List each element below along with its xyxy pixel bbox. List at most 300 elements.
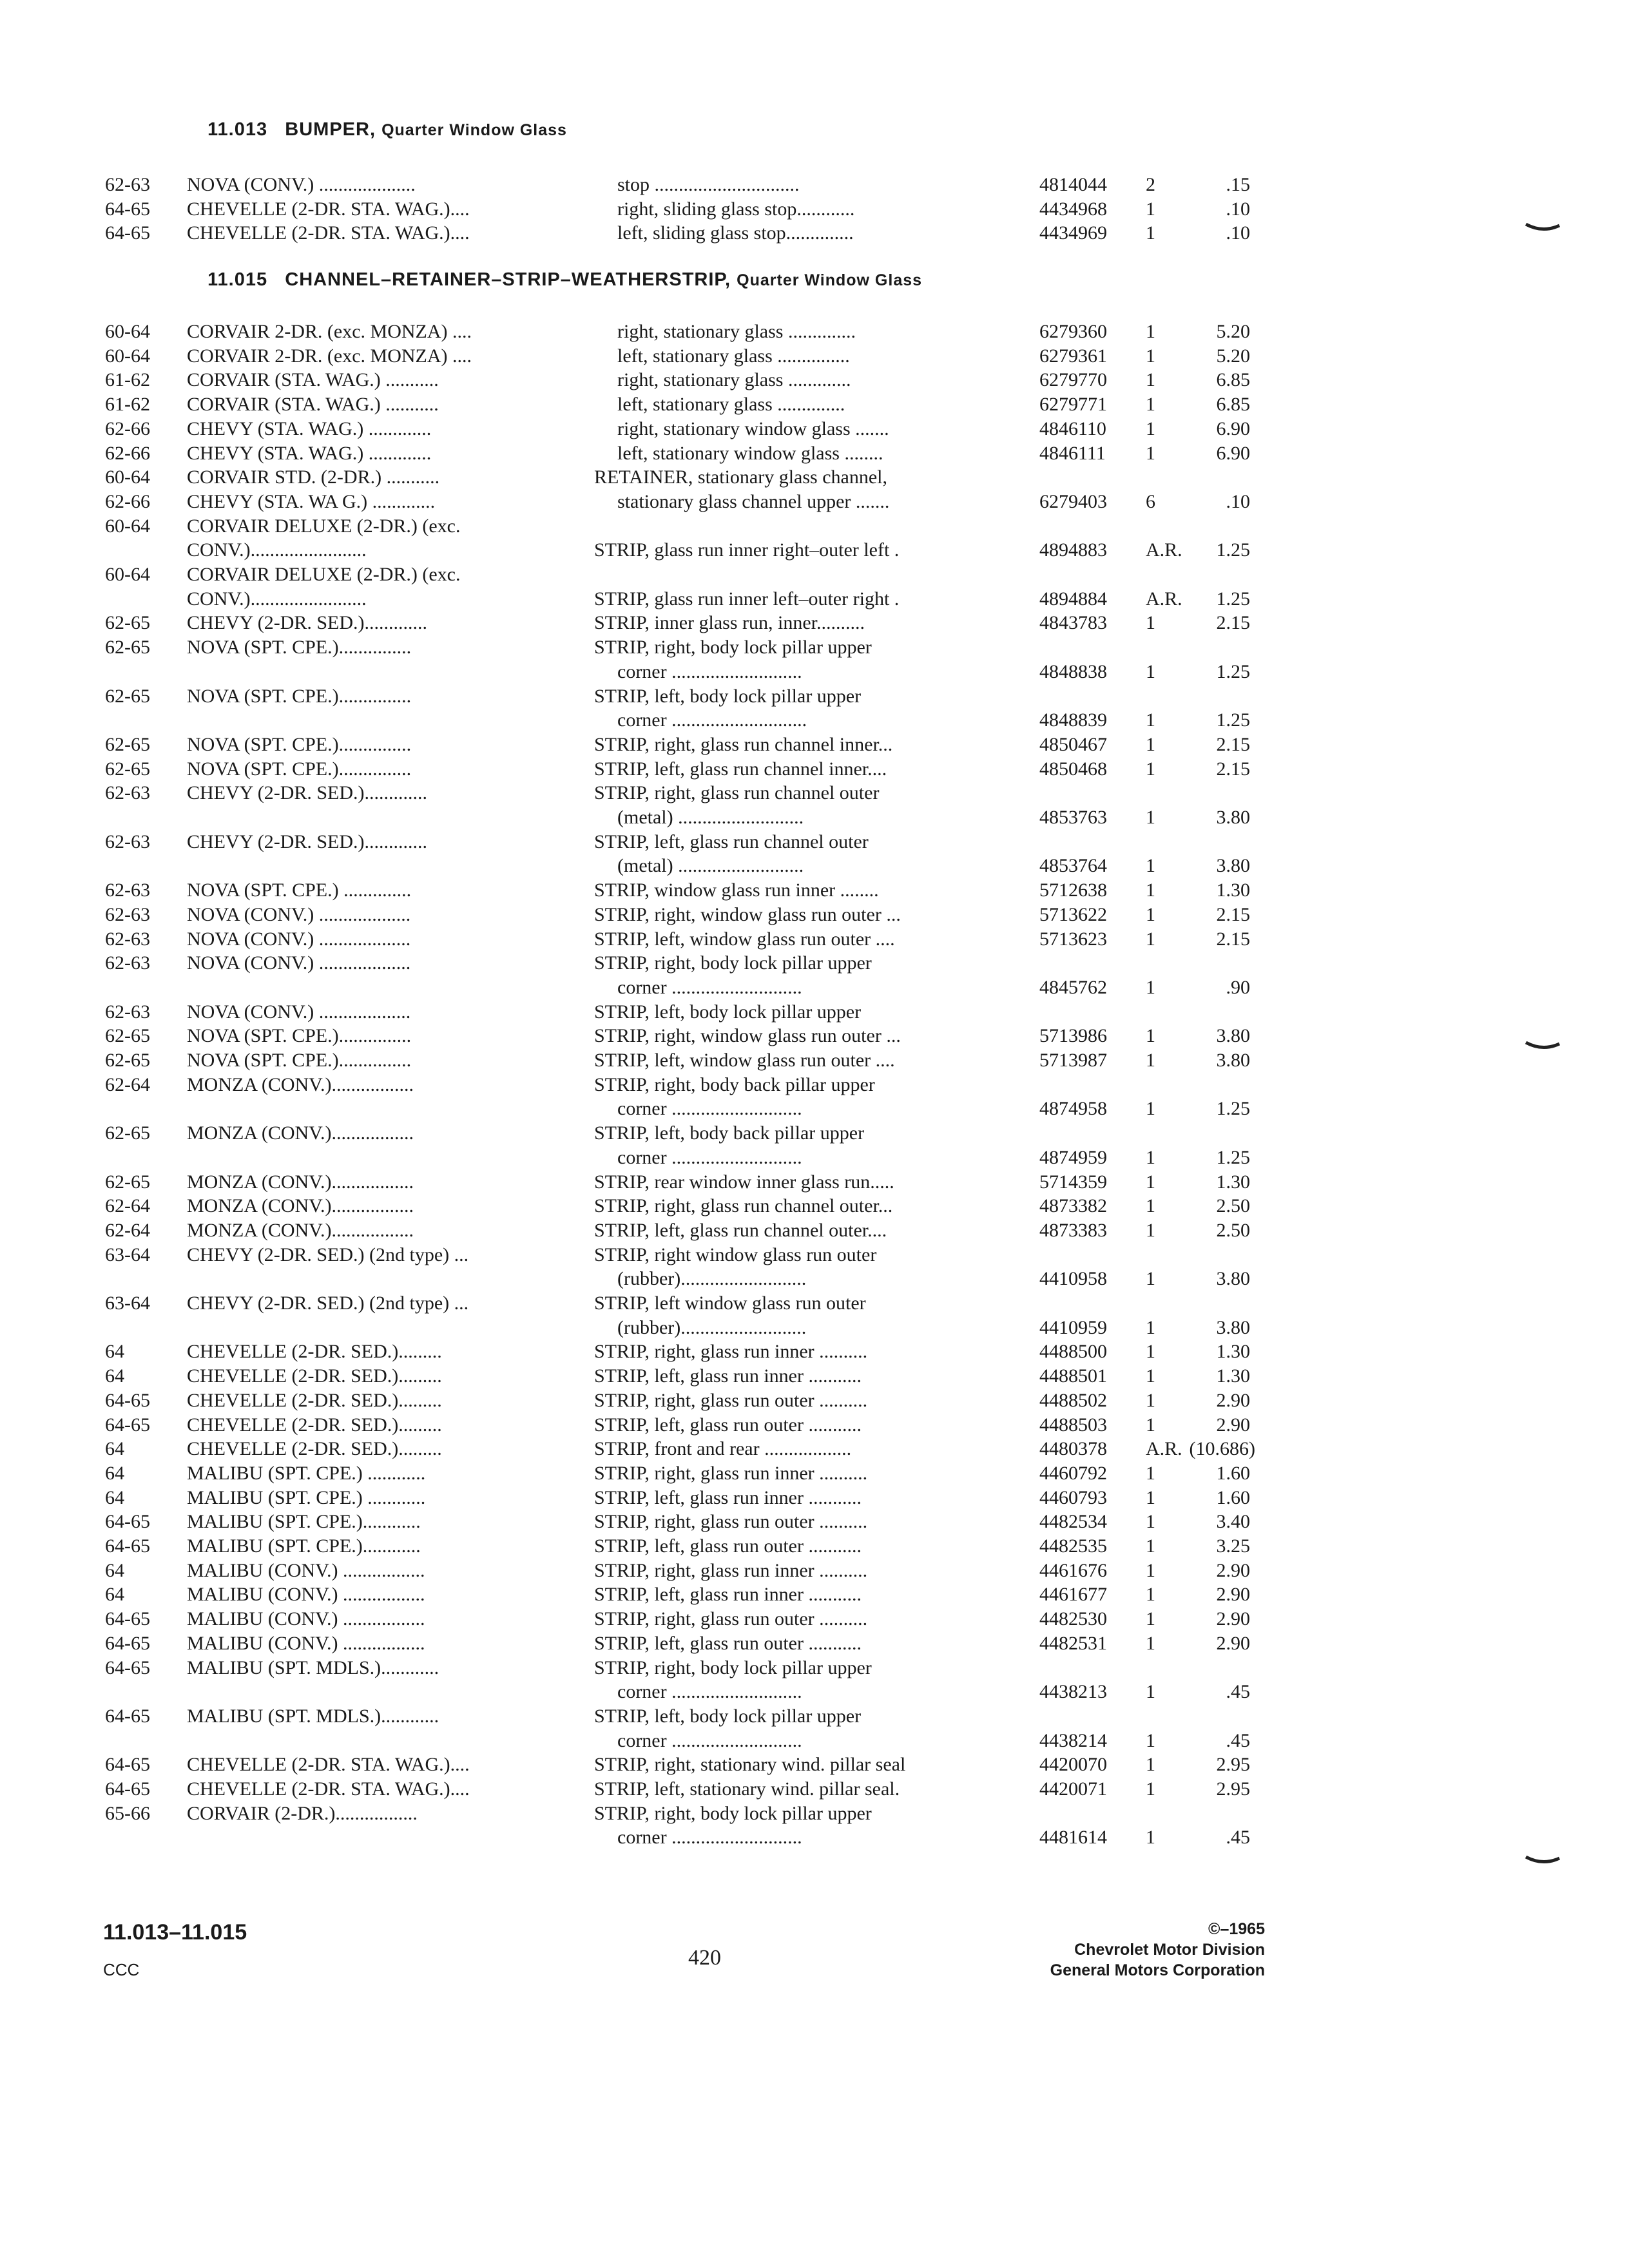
description-cell: STRIP, right, body lock pillar upper xyxy=(594,1657,872,1678)
section-heading-11-013 xyxy=(207,119,567,140)
table-row xyxy=(0,392,1629,417)
part-number-cell: 4461676 xyxy=(1039,1560,1107,1581)
description-cell: STRIP, right, glass run channel inner... xyxy=(594,734,893,755)
model-cell: MONZA (CONV.)................. xyxy=(187,1195,414,1216)
years-cell: 64 xyxy=(105,1487,124,1508)
quantity-cell: 1 xyxy=(1146,345,1155,367)
years-cell: 64 xyxy=(105,1560,124,1581)
model-cell: CHEVELLE (2-DR. STA. WAG.).... xyxy=(187,1778,470,1800)
part-number-cell: 4894884 xyxy=(1039,588,1107,610)
part-number-cell: 4420070 xyxy=(1039,1754,1107,1775)
price-cell: 1.30 xyxy=(1216,1341,1250,1362)
description-cell: corner ........................... xyxy=(617,1730,802,1751)
description-cell: stop .............................. xyxy=(617,174,800,195)
years-cell: 64-65 xyxy=(105,1535,150,1557)
quantity-cell: A.R. xyxy=(1146,588,1182,610)
price-cell: 2.90 xyxy=(1216,1584,1250,1605)
price-cell: 6.90 xyxy=(1216,418,1250,439)
price-cell: (10.686) xyxy=(1189,1438,1255,1459)
section-title: BUMPER, xyxy=(285,119,376,140)
part-number-cell: 5713622 xyxy=(1039,904,1107,925)
table-row xyxy=(0,197,1629,222)
table-row xyxy=(0,1510,1629,1534)
quantity-cell: 1 xyxy=(1146,222,1155,244)
table-row xyxy=(0,927,1629,952)
model-cell: CHEVY (2-DR. SED.)............. xyxy=(187,612,428,633)
part-number-cell: 5714359 xyxy=(1039,1171,1107,1193)
section-subtitle: Quarter Window Glass xyxy=(381,121,567,139)
years-cell: 62-65 xyxy=(105,1122,150,1144)
years-cell: 62-63 xyxy=(105,952,150,974)
price-cell: 1.25 xyxy=(1216,588,1250,610)
table-row xyxy=(0,465,1629,490)
table-row xyxy=(0,1753,1629,1777)
years-cell: 62-65 xyxy=(105,686,150,707)
quantity-cell: 1 xyxy=(1146,369,1155,390)
quantity-cell: 1 xyxy=(1146,1414,1155,1436)
price-cell: 2.90 xyxy=(1216,1608,1250,1629)
model-cell: MALIBU (SPT. CPE.) ............ xyxy=(187,1487,426,1508)
part-number-cell: 4874958 xyxy=(1039,1098,1107,1119)
model-cell: NOVA (CONV.) ................... xyxy=(187,928,411,950)
table-row xyxy=(0,1413,1629,1437)
table-row xyxy=(0,1316,1629,1340)
model-cell: CHEVY (2-DR. SED.)............. xyxy=(187,782,428,803)
quantity-cell: 1 xyxy=(1146,1730,1155,1751)
part-number-cell: 4846111 xyxy=(1039,443,1106,464)
table-row xyxy=(0,951,1629,975)
description-cell: STRIP, right, glass run channel outer... xyxy=(594,1195,893,1216)
years-cell: 62-64 xyxy=(105,1220,150,1241)
quantity-cell: 1 xyxy=(1146,879,1155,901)
model-cell: CONV.)........................ xyxy=(187,539,367,561)
table-row xyxy=(0,1777,1629,1802)
description-cell: left, stationary window glass ........ xyxy=(617,443,883,464)
quantity-cell: 1 xyxy=(1146,1560,1155,1581)
quantity-cell: 2 xyxy=(1146,174,1155,195)
years-cell: 62-66 xyxy=(105,443,150,464)
table-row xyxy=(0,1802,1629,1826)
table-row xyxy=(0,1024,1629,1048)
quantity-cell: 1 xyxy=(1146,1827,1155,1848)
quantity-cell: 1 xyxy=(1146,443,1155,464)
table-row xyxy=(0,1680,1629,1704)
description-cell: STRIP, window glass run inner ........ xyxy=(594,879,879,901)
quantity-cell: 1 xyxy=(1146,418,1155,439)
table-row xyxy=(0,1461,1629,1486)
quantity-cell: 1 xyxy=(1146,1584,1155,1605)
quantity-cell: A.R. xyxy=(1146,539,1182,561)
quantity-cell: 1 xyxy=(1146,1147,1155,1168)
price-cell: 3.25 xyxy=(1216,1535,1250,1557)
quantity-cell: 1 xyxy=(1146,1754,1155,1775)
model-cell: NOVA (SPT. CPE.)............... xyxy=(187,637,412,658)
table-row xyxy=(0,1073,1629,1097)
price-cell: 2.90 xyxy=(1216,1390,1250,1411)
price-cell: 2.15 xyxy=(1216,928,1250,950)
table-row xyxy=(0,221,1629,245)
quantity-cell: A.R. xyxy=(1146,1438,1182,1459)
part-number-cell: 4873382 xyxy=(1039,1195,1107,1216)
part-number-cell: 4461677 xyxy=(1039,1584,1107,1605)
footer-corporation: General Motors Corporation xyxy=(1050,1961,1265,1979)
model-cell: CORVAIR (2-DR.)................. xyxy=(187,1803,418,1824)
years-cell: 63-64 xyxy=(105,1244,150,1265)
description-cell: STRIP, left, body lock pillar upper xyxy=(594,1706,862,1727)
description-cell: stationary glass channel upper ....... xyxy=(617,491,890,512)
table-row xyxy=(0,441,1629,466)
price-cell: 1.30 xyxy=(1216,1171,1250,1193)
price-cell: .10 xyxy=(1226,491,1250,512)
table-row xyxy=(0,490,1629,514)
table-row xyxy=(0,1218,1629,1243)
years-cell: 64-65 xyxy=(105,1390,150,1411)
description-cell: STRIP, right, body lock pillar upper xyxy=(594,637,872,658)
quantity-cell: 1 xyxy=(1146,1487,1155,1508)
part-number-cell: 4438213 xyxy=(1039,1681,1107,1702)
table-row xyxy=(0,417,1629,441)
part-number-cell: 4480378 xyxy=(1039,1438,1107,1459)
quantity-cell: 1 xyxy=(1146,394,1155,415)
part-number-cell: 4894883 xyxy=(1039,539,1107,561)
years-cell: 62-64 xyxy=(105,1074,150,1095)
part-number-cell: 4874959 xyxy=(1039,1147,1107,1168)
table-row xyxy=(0,1121,1629,1146)
model-cell: CHEVY (2-DR. SED.) (2nd type) ... xyxy=(187,1244,469,1265)
years-cell: 64-65 xyxy=(105,1608,150,1629)
years-cell: 64-65 xyxy=(105,1778,150,1800)
description-cell: (metal) .......................... xyxy=(617,855,804,876)
years-cell: 64-65 xyxy=(105,1754,150,1775)
footer-section-range: 11.013–11.015 xyxy=(103,1920,247,1945)
table-row xyxy=(0,1656,1629,1680)
years-cell: 62-63 xyxy=(105,831,150,852)
table-row xyxy=(0,1559,1629,1583)
model-cell: CHEVY (2-DR. SED.) (2nd type) ... xyxy=(187,1293,469,1314)
model-cell: MALIBU (CONV.) ................. xyxy=(187,1633,425,1654)
price-cell: .10 xyxy=(1226,222,1250,244)
years-cell: 62-65 xyxy=(105,734,150,755)
part-number-cell: 4845762 xyxy=(1039,977,1107,998)
description-cell: STRIP, left, glass run inner ........... xyxy=(594,1584,862,1605)
model-cell: NOVA (CONV.) ................... xyxy=(187,952,411,974)
part-number-cell: 4853764 xyxy=(1039,855,1107,876)
price-cell: .90 xyxy=(1226,977,1250,998)
quantity-cell: 1 xyxy=(1146,928,1155,950)
years-cell: 64-65 xyxy=(105,198,150,220)
price-cell: 1.25 xyxy=(1216,709,1250,731)
part-number-cell: 6279360 xyxy=(1039,321,1107,342)
table-row xyxy=(0,1170,1629,1195)
price-cell: 2.15 xyxy=(1216,904,1250,925)
description-cell: STRIP, right, glass run channel outer xyxy=(594,782,880,803)
table-row xyxy=(0,1000,1629,1024)
model-cell: NOVA (CONV.) ................... xyxy=(187,1001,411,1023)
price-cell: .10 xyxy=(1226,198,1250,220)
part-number-cell: 4460792 xyxy=(1039,1463,1107,1484)
table-row xyxy=(0,757,1629,782)
price-cell: 1.25 xyxy=(1216,539,1250,561)
part-number-cell: 4846110 xyxy=(1039,418,1106,439)
years-cell: 64 xyxy=(105,1463,124,1484)
part-number-cell: 4434968 xyxy=(1039,198,1107,220)
table-row xyxy=(0,805,1629,830)
description-cell: right, sliding glass stop............ xyxy=(617,198,855,220)
model-cell: CHEVELLE (2-DR. STA. WAG.).... xyxy=(187,1754,470,1775)
quantity-cell: 1 xyxy=(1146,1195,1155,1216)
table-row xyxy=(0,562,1629,587)
description-cell: STRIP, left, body lock pillar upper xyxy=(594,686,862,707)
table-row xyxy=(0,733,1629,757)
description-cell: STRIP, front and rear .................. xyxy=(594,1438,852,1459)
section-number: 11.013 xyxy=(207,119,268,140)
price-cell: 3.80 xyxy=(1216,1025,1250,1046)
description-cell: (metal) .......................... xyxy=(617,807,804,828)
table-row xyxy=(0,1631,1629,1656)
description-cell: STRIP, left, glass run channel outer xyxy=(594,831,869,852)
model-cell: CONV.)........................ xyxy=(187,588,367,610)
description-cell: STRIP, right, glass run inner .......... xyxy=(594,1341,868,1362)
years-cell: 62-65 xyxy=(105,758,150,780)
description-cell: STRIP, left, glass run outer ........... xyxy=(594,1535,862,1557)
part-number-cell: 4410959 xyxy=(1039,1317,1107,1338)
description-cell: STRIP, right, body lock pillar upper xyxy=(594,952,872,974)
model-cell: MALIBU (SPT. CPE.)............ xyxy=(187,1511,421,1532)
years-cell: 62-63 xyxy=(105,879,150,901)
years-cell: 64-65 xyxy=(105,1511,150,1532)
table-row xyxy=(0,1194,1629,1218)
description-cell: left, sliding glass stop.............. xyxy=(617,222,854,244)
model-cell: NOVA (CONV.) .................... xyxy=(187,174,416,195)
table-row xyxy=(0,1729,1629,1753)
price-cell: 2.95 xyxy=(1216,1778,1250,1800)
description-cell: corner ........................... xyxy=(617,1147,802,1168)
price-cell: 3.80 xyxy=(1216,807,1250,828)
years-cell: 64-65 xyxy=(105,1414,150,1436)
model-cell: MONZA (CONV.)................. xyxy=(187,1220,414,1241)
table-row xyxy=(0,1486,1629,1510)
description-cell: RETAINER, stationary glass channel, xyxy=(594,466,887,488)
model-cell: NOVA (SPT. CPE.)............... xyxy=(187,734,412,755)
model-cell: CHEVELLE (2-DR. SED.)......... xyxy=(187,1390,442,1411)
price-cell: .45 xyxy=(1226,1681,1250,1702)
price-cell: 2.90 xyxy=(1216,1560,1250,1581)
table-row xyxy=(0,1291,1629,1316)
table-row xyxy=(0,684,1629,709)
table-row xyxy=(0,1582,1629,1607)
description-cell: STRIP, glass run inner right–outer left . xyxy=(594,539,900,561)
model-cell: CHEVY (STA. WA G.) ............. xyxy=(187,491,436,512)
price-cell: 2.90 xyxy=(1216,1633,1250,1654)
part-number-cell: 4420071 xyxy=(1039,1778,1107,1800)
quantity-cell: 1 xyxy=(1146,1171,1155,1193)
binder-mark-icon xyxy=(1525,1041,1561,1052)
model-cell: MALIBU (SPT. CPE.) ............ xyxy=(187,1463,426,1484)
years-cell: 62-65 xyxy=(105,1171,150,1193)
years-cell: 60-64 xyxy=(105,466,150,488)
description-cell: left, stationary glass ............... xyxy=(617,345,850,367)
quantity-cell: 1 xyxy=(1146,734,1155,755)
binder-mark-icon xyxy=(1525,1856,1561,1866)
price-cell: 2.15 xyxy=(1216,758,1250,780)
part-number-cell: 4438214 xyxy=(1039,1730,1107,1751)
description-cell: STRIP, glass run inner left–outer right . xyxy=(594,588,900,610)
quantity-cell: 1 xyxy=(1146,1220,1155,1241)
description-cell: STRIP, right, glass run inner .......... xyxy=(594,1560,868,1581)
description-cell: STRIP, left, glass run channel inner.... xyxy=(594,758,887,780)
price-cell: 6.85 xyxy=(1216,394,1250,415)
description-cell: STRIP, left, window glass run outer .... xyxy=(594,1050,895,1071)
table-row xyxy=(0,660,1629,684)
years-cell: 64 xyxy=(105,1341,124,1362)
years-cell: 64 xyxy=(105,1438,124,1459)
model-cell: MONZA (CONV.)................. xyxy=(187,1171,414,1193)
price-cell: 3.80 xyxy=(1216,1268,1250,1289)
price-cell: 3.80 xyxy=(1216,855,1250,876)
price-cell: .15 xyxy=(1226,174,1250,195)
quantity-cell: 1 xyxy=(1146,1778,1155,1800)
quantity-cell: 1 xyxy=(1146,855,1155,876)
part-number-cell: 4488502 xyxy=(1039,1390,1107,1411)
description-cell: STRIP, left, glass run inner ........... xyxy=(594,1365,862,1387)
part-number-cell: 5712638 xyxy=(1039,879,1107,901)
years-cell: 61-62 xyxy=(105,369,150,390)
section-heading-11-015 xyxy=(207,269,922,291)
quantity-cell: 1 xyxy=(1146,1681,1155,1702)
model-cell: CORVAIR 2-DR. (exc. MONZA) .... xyxy=(187,345,472,367)
quantity-cell: 1 xyxy=(1146,709,1155,731)
years-cell: 62-63 xyxy=(105,782,150,803)
years-cell: 63-64 xyxy=(105,1293,150,1314)
description-cell: corner ........................... xyxy=(617,977,802,998)
price-cell: 2.15 xyxy=(1216,734,1250,755)
quantity-cell: 1 xyxy=(1146,198,1155,220)
description-cell: corner ........................... xyxy=(617,1827,802,1848)
price-cell: 3.40 xyxy=(1216,1511,1250,1532)
description-cell: STRIP, left, glass run inner ........... xyxy=(594,1487,862,1508)
years-cell: 60-64 xyxy=(105,345,150,367)
model-cell: CORVAIR STD. (2-DR.) ........... xyxy=(187,466,440,488)
description-cell: STRIP, right, glass run outer .......... xyxy=(594,1390,868,1411)
quantity-cell: 1 xyxy=(1146,1535,1155,1557)
table-row xyxy=(0,635,1629,660)
table-row xyxy=(0,781,1629,805)
price-cell: 5.20 xyxy=(1216,345,1250,367)
table-row xyxy=(0,320,1629,344)
model-cell: CHEVY (2-DR. SED.)............. xyxy=(187,831,428,852)
model-cell: MALIBU (SPT. MDLS.)............ xyxy=(187,1706,439,1727)
part-number-cell: 6279771 xyxy=(1039,394,1107,415)
description-cell: STRIP, left, body back pillar upper xyxy=(594,1122,865,1144)
part-number-cell: 5713987 xyxy=(1039,1050,1107,1071)
description-cell: right, stationary glass .............. xyxy=(617,321,856,342)
quantity-cell: 1 xyxy=(1146,1317,1155,1338)
part-number-cell: 5713986 xyxy=(1039,1025,1107,1046)
model-cell: MALIBU (SPT. MDLS.)............ xyxy=(187,1657,439,1678)
price-cell: 6.85 xyxy=(1216,369,1250,390)
price-cell: 1.60 xyxy=(1216,1463,1250,1484)
table-row xyxy=(0,830,1629,854)
quantity-cell: 1 xyxy=(1146,612,1155,633)
model-cell: CHEVELLE (2-DR. STA. WAG.).... xyxy=(187,198,470,220)
years-cell: 62-65 xyxy=(105,1025,150,1046)
years-cell: 62-65 xyxy=(105,612,150,633)
quantity-cell: 1 xyxy=(1146,977,1155,998)
years-cell: 64-65 xyxy=(105,1706,150,1727)
part-number-cell: 4481614 xyxy=(1039,1827,1107,1848)
footer-copyright: ©–1965 xyxy=(1208,1920,1265,1938)
years-cell: 62-66 xyxy=(105,418,150,439)
quantity-cell: 1 xyxy=(1146,1365,1155,1387)
quantity-cell: 1 xyxy=(1146,807,1155,828)
description-cell: STRIP, left, stationary wind. pillar seal. xyxy=(594,1778,900,1800)
part-number-cell: 6279403 xyxy=(1039,491,1107,512)
model-cell: NOVA (SPT. CPE.)............... xyxy=(187,1050,412,1071)
description-cell: corner ........................... xyxy=(617,661,802,682)
description-cell: corner ........................... xyxy=(617,1098,802,1119)
model-cell: CORVAIR 2-DR. (exc. MONZA) .... xyxy=(187,321,472,342)
years-cell: 62-63 xyxy=(105,904,150,925)
model-cell: CORVAIR (STA. WAG.) ........... xyxy=(187,369,439,390)
table-row xyxy=(0,708,1629,733)
footer-code: CCC xyxy=(103,1960,140,1979)
model-cell: CORVAIR DELUXE (2-DR.) (exc. xyxy=(187,564,461,585)
binder-mark-icon xyxy=(1525,223,1561,233)
years-cell: 62-66 xyxy=(105,491,150,512)
quantity-cell: 1 xyxy=(1146,1633,1155,1654)
table-row xyxy=(0,1364,1629,1389)
price-cell: 2.95 xyxy=(1216,1754,1250,1775)
model-cell: MALIBU (CONV.) ................. xyxy=(187,1608,425,1629)
model-cell: NOVA (SPT. CPE.)............... xyxy=(187,686,412,707)
table-row xyxy=(0,1825,1629,1850)
table-row xyxy=(0,368,1629,392)
quantity-cell: 1 xyxy=(1146,1511,1155,1532)
price-cell: 3.80 xyxy=(1216,1050,1250,1071)
years-cell: 64-65 xyxy=(105,222,150,244)
table-row xyxy=(0,1704,1629,1729)
years-cell: 60-64 xyxy=(105,564,150,585)
table-row xyxy=(0,514,1629,539)
years-cell: 62-65 xyxy=(105,1050,150,1071)
description-cell: (rubber).......................... xyxy=(617,1268,807,1289)
price-cell: 5.20 xyxy=(1216,321,1250,342)
table-row xyxy=(0,1340,1629,1364)
part-number-cell: 4488503 xyxy=(1039,1414,1107,1436)
model-cell: CHEVY (STA. WAG.) ............. xyxy=(187,443,432,464)
years-cell: 65-66 xyxy=(105,1803,150,1824)
table-row xyxy=(0,538,1629,562)
description-cell: STRIP, right, body back pillar upper xyxy=(594,1074,875,1095)
table-row xyxy=(0,1389,1629,1413)
part-number-cell: 6279770 xyxy=(1039,369,1107,390)
price-cell: 1.25 xyxy=(1216,661,1250,682)
part-number-cell: 4848838 xyxy=(1039,661,1107,682)
table-row xyxy=(0,903,1629,927)
part-number-cell: 4488500 xyxy=(1039,1341,1107,1362)
part-number-cell: 4460793 xyxy=(1039,1487,1107,1508)
description-cell: STRIP, right, window glass run outer ... xyxy=(594,904,901,925)
years-cell: 64 xyxy=(105,1365,124,1387)
table-row xyxy=(0,1607,1629,1631)
description-cell: STRIP, right, body lock pillar upper xyxy=(594,1803,872,1824)
quantity-cell: 1 xyxy=(1146,661,1155,682)
description-cell: corner ........................... xyxy=(617,1681,802,1702)
price-cell: 2.50 xyxy=(1216,1195,1250,1216)
part-number-cell: 4482535 xyxy=(1039,1535,1107,1557)
quantity-cell: 1 xyxy=(1146,1608,1155,1629)
table-row xyxy=(0,173,1629,197)
